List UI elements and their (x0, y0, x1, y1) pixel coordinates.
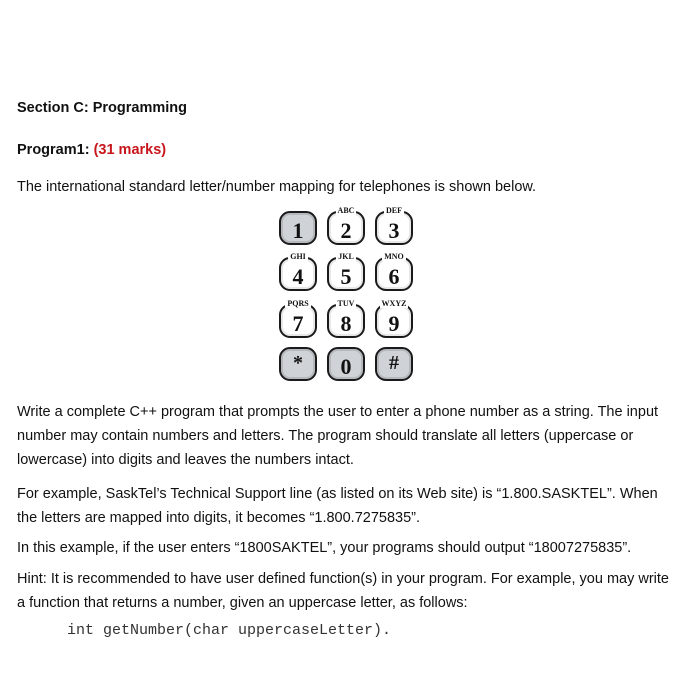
program-title (17, 142, 166, 158)
key-digit: 7 (292, 311, 304, 336)
code-sample: int getNumber(char uppercaseLetter). (67, 622, 392, 639)
key-digit: * (293, 352, 303, 374)
program-name: Program1: (17, 142, 90, 158)
paragraph-example-output: In this example, if the user enters “1800SAKTEL”, your programs should output “18007275835”. (17, 540, 632, 556)
key-letters: ABC (337, 206, 355, 215)
keypad-key-8 (327, 299, 365, 338)
key-digit: 3 (388, 218, 400, 243)
keypad-key-2 (327, 206, 365, 245)
keypad-key-3 (375, 206, 413, 245)
keypad-key-hash (375, 347, 413, 381)
key-letters: TUV (337, 299, 355, 308)
key-letters: DEF (386, 206, 402, 215)
key-digit: 8 (340, 311, 352, 336)
section-title: Section C: Programming (17, 100, 187, 116)
key-digit: 9 (388, 311, 400, 336)
keypad-key-7 (279, 299, 317, 338)
key-letters: WXYZ (381, 299, 407, 308)
key-digit: 0 (340, 354, 352, 379)
keypad-key-6 (375, 252, 413, 291)
key-digit: 2 (340, 218, 352, 243)
key-letters: JKL (338, 252, 354, 261)
key-letters: PQRS (287, 299, 309, 308)
paragraph-task: Write a complete C++ program that prompts the user to enter a phone number as a string. The input number may contain numbers and letters. The program should translate all letters (uppercase or lowercase) into digits and leaves the numbers intact. (17, 404, 659, 468)
key-digit: 1 (292, 218, 304, 243)
keypad-key-1 (279, 211, 317, 245)
keypad-key-star (279, 347, 317, 381)
keypad-key-0 (327, 347, 365, 381)
intro-text: The international standard letter/number mapping for telephones is shown below. (17, 179, 537, 195)
key-digit: 5 (340, 264, 352, 289)
paragraph-hint: Hint: It is recommended to have user defined function(s) in your program. For example, you may write a function that returns a number, given an uppercase letter, as follows: (17, 571, 669, 611)
key-letters: MNO (384, 252, 404, 261)
keypad-key-4 (279, 252, 317, 291)
keypad-key-9 (375, 299, 413, 338)
key-digit: 4 (292, 264, 304, 289)
key-digit: 6 (388, 264, 400, 289)
key-digit: # (389, 352, 399, 374)
telephone-keypad-figure (279, 203, 415, 383)
program-marks: (31 marks) (93, 142, 167, 158)
paragraph-example: For example, SaskTel’s Technical Support line (as listed on its Web site) is “1.800.SASKTEL”. When the letters are mapped into digits, it becomes “1.800.7275835”. (17, 486, 658, 526)
keypad-key-5 (327, 252, 365, 291)
key-letters: GHI (290, 252, 306, 261)
